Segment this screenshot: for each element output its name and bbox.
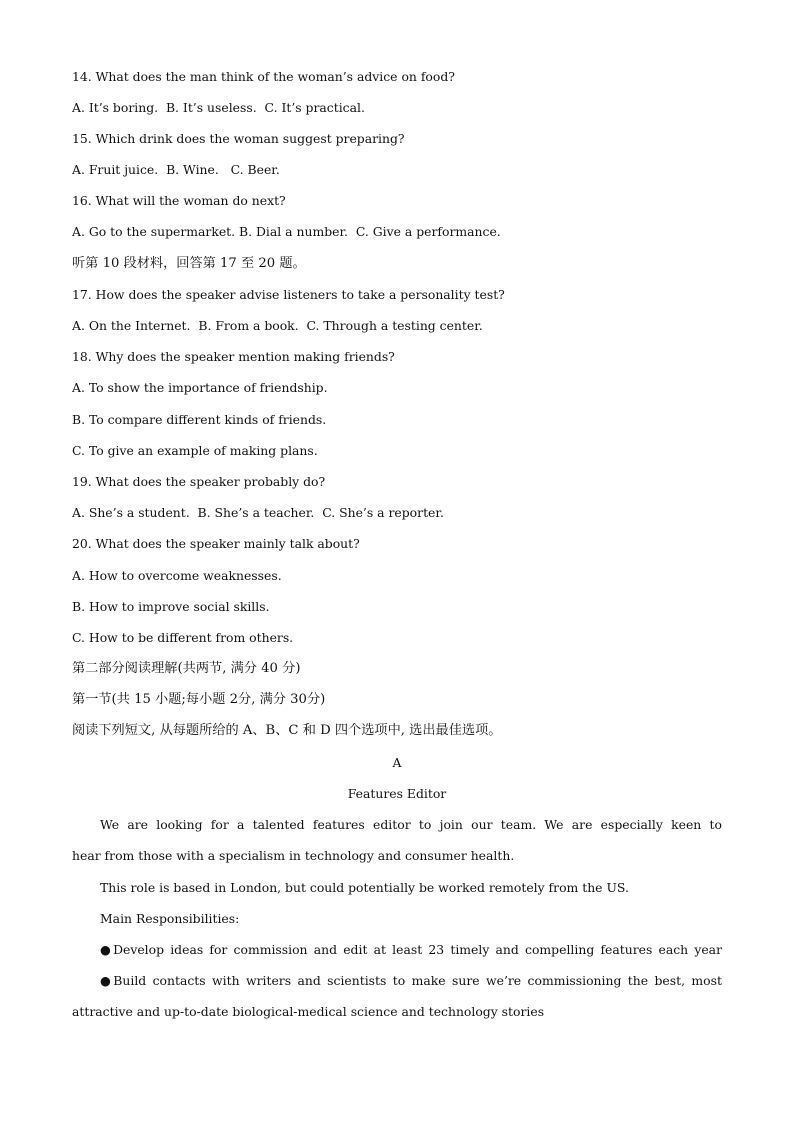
question-16: 16. What will the woman do next? — [72, 193, 286, 208]
reading-section-title: 第一节(共 15 小题;每小题 2分, 满分 30分) — [72, 692, 326, 707]
question-20-option-c: C. How to be different from others. — [72, 630, 294, 645]
question-19: 19. What does the speaker probably do? — [72, 474, 326, 489]
question-18-option-c: C. To give an example of making plans. — [72, 443, 318, 458]
question-17: 17. How does the speaker advise listeners to take a personality test? — [72, 287, 505, 302]
question-18-option-a: A. To show the importance of friendship. — [72, 380, 328, 395]
paragraph-1-line-2: hear from those with a specialism in technology and consumer health. — [72, 848, 515, 863]
question-18-option-b: B. To compare different kinds of friends. — [72, 412, 327, 427]
question-16-options: A. Go to the supermarket. B. Dial a number. C. Give a performance. — [72, 224, 501, 239]
responsibilities-heading: Main Responsibilities: — [100, 911, 240, 926]
bullet-2-line-2: attractive and up-to-date biological-medical science and technology stories — [72, 1004, 545, 1019]
question-20: 20. What does the speaker mainly talk about? — [72, 536, 360, 551]
question-18: 18. Why does the speaker mention making friends? — [72, 349, 395, 364]
question-14: 14. What does the man think of the woman’s advice on food? — [72, 69, 455, 84]
passage-letter: A — [392, 755, 402, 770]
bullet-1: ●Develop ideas for commission and edit at least 23 timely and compelling features each year — [100, 942, 722, 957]
question-15-options: A. Fruit juice. B. Wine. C. Beer. — [72, 162, 280, 177]
question-14-options: A. It’s boring. B. It’s useless. C. It’s practical. — [72, 100, 365, 115]
question-19-options: A. She’s a student. B. She’s a teacher. C. She’s a reporter. — [72, 505, 444, 520]
question-20-option-a: A. How to overcome weaknesses. — [72, 568, 282, 583]
reading-instructions: 阅读下列短文, 从每题所给的 A、B、C 和 D 四个选项中, 选出最佳选项。 — [72, 723, 502, 738]
reading-part-title: 第二部分阅读理解(共两节, 满分 40 分) — [72, 661, 301, 676]
paragraph-2: This role is based in London, but could potentially be worked remotely from the US. — [100, 880, 629, 895]
section-10-instruction: 听第 10 段材料，回答第 17 至 20 题。 — [72, 256, 306, 271]
question-20-option-b: B. How to improve social skills. — [72, 599, 270, 614]
paragraph-1-line-1: We are looking for a talented features editor to join our team. We are especially keen to — [100, 817, 722, 832]
bullet-2-line-1: ●Build contacts with writers and scientists to make sure we’re commissioning the best, most — [100, 973, 722, 988]
question-15: 15. Which drink does the woman suggest preparing? — [72, 131, 405, 146]
question-17-options: A. On the Internet. B. From a book. C. Through a testing center. — [72, 318, 483, 333]
passage-title: Features Editor — [347, 786, 447, 801]
